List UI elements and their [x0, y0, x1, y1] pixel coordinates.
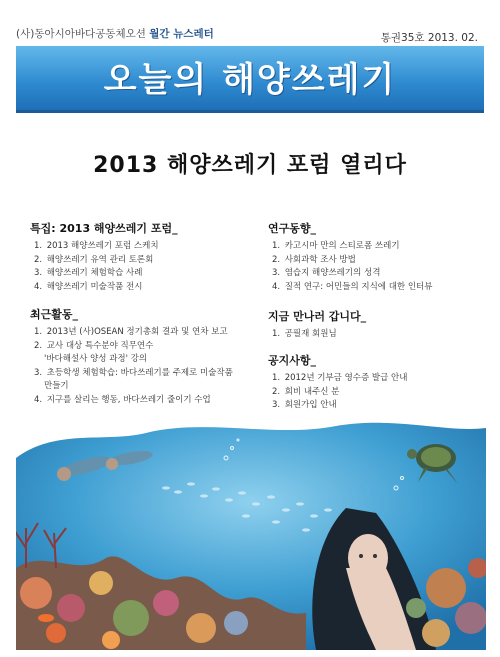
item-number: 4.: [34, 394, 43, 405]
item-number: 2.: [34, 340, 43, 351]
item-number: 3.: [34, 367, 43, 378]
item-number: 3.: [272, 400, 281, 410]
recent-item-4[interactable]: 4. 지구를 살리는 행동, 바다쓰레기 줄이기 수업: [30, 394, 250, 408]
special-section: [30, 220, 250, 294]
item-number: 4.: [34, 281, 43, 292]
item-number: 4.: [272, 281, 281, 292]
item-number: 1.: [272, 373, 281, 383]
item-number: 3.: [272, 268, 281, 278]
research-item-4[interactable]: 4. 질적 연구: 어민들의 지식에 대한 인터뷰: [268, 281, 488, 295]
meet-title: 지금 만나러 갑니다_: [268, 310, 367, 323]
recent-item-2[interactable]: 2. 교사 대상 특수분야 직무연수 '바다해설사 양성 과정' 강의: [34, 340, 154, 364]
item-number: 1.: [272, 329, 281, 339]
notice-item-3[interactable]: 3. 회원가입 안내: [268, 399, 488, 413]
notice-section: [268, 352, 488, 413]
item-number: 1.: [272, 241, 281, 251]
research-section: [268, 220, 488, 294]
special-item-4[interactable]: 4. 해양쓰레기 미술작품 전시: [30, 281, 250, 295]
research-item-3[interactable]: 3. 염습지 해양쓰레기의 성격: [268, 267, 488, 281]
research-item-1[interactable]: 1. 카고시마 만의 스티로폼 쓰레기: [268, 240, 488, 254]
newsletter-label: 월간 뉴스레터: [149, 28, 214, 40]
headline: 2013 해양쓰레기 포럼 열리다: [93, 153, 407, 178]
special-item-2[interactable]: 2. 해양쓰레기 유역 관리 토론회: [30, 254, 250, 268]
notice-item-1[interactable]: 1. 2012년 기부금 영수증 발급 안내: [268, 372, 488, 386]
recent-item-1[interactable]: 1. 2013년 (사)OSEAN 정기총회 결과 및 연차 보고: [30, 326, 250, 340]
notice-title: 공지사항_: [268, 354, 317, 367]
banner-title: 오늘의 해양쓰레기: [103, 60, 397, 100]
issue-info: 통권35호 2013. 02.: [380, 32, 478, 44]
item-number: 3.: [34, 268, 43, 278]
item-number: 1.: [34, 327, 43, 337]
organization-name: (사)동아시아바다공동체오션: [16, 28, 146, 40]
research-title: 연구동향_: [268, 222, 317, 235]
organization-line: [16, 26, 214, 41]
meet-section: [268, 308, 488, 342]
item-number: 2.: [272, 254, 281, 265]
notice-item-2[interactable]: 2. 회비 내주신 분: [268, 386, 488, 400]
special-title: 특집: 2013 해양쓰레기 포럼_: [30, 222, 178, 235]
recent-section: [30, 306, 250, 407]
item-number: 1.: [34, 241, 43, 251]
title-banner: [16, 46, 484, 113]
ocean-illustration: [16, 418, 486, 650]
meet-item-1[interactable]: 1. 공필재 회원님: [268, 328, 488, 342]
recent-title: 최근활동_: [30, 308, 79, 321]
research-item-2[interactable]: 2. 사회과학 조사 방법: [268, 254, 488, 268]
special-item-1[interactable]: 1. 2013 해양쓰레기 포럼 스케치: [30, 240, 250, 254]
special-item-3[interactable]: 3. 해양쓰레기 체험학습 사례: [30, 267, 250, 281]
item-number: 2.: [272, 386, 281, 397]
recent-item-3[interactable]: 3. 초등학생 체험학습: 바다쓰레기를 주제로 미술작품 만들기: [34, 367, 233, 391]
item-number: 2.: [34, 254, 43, 265]
